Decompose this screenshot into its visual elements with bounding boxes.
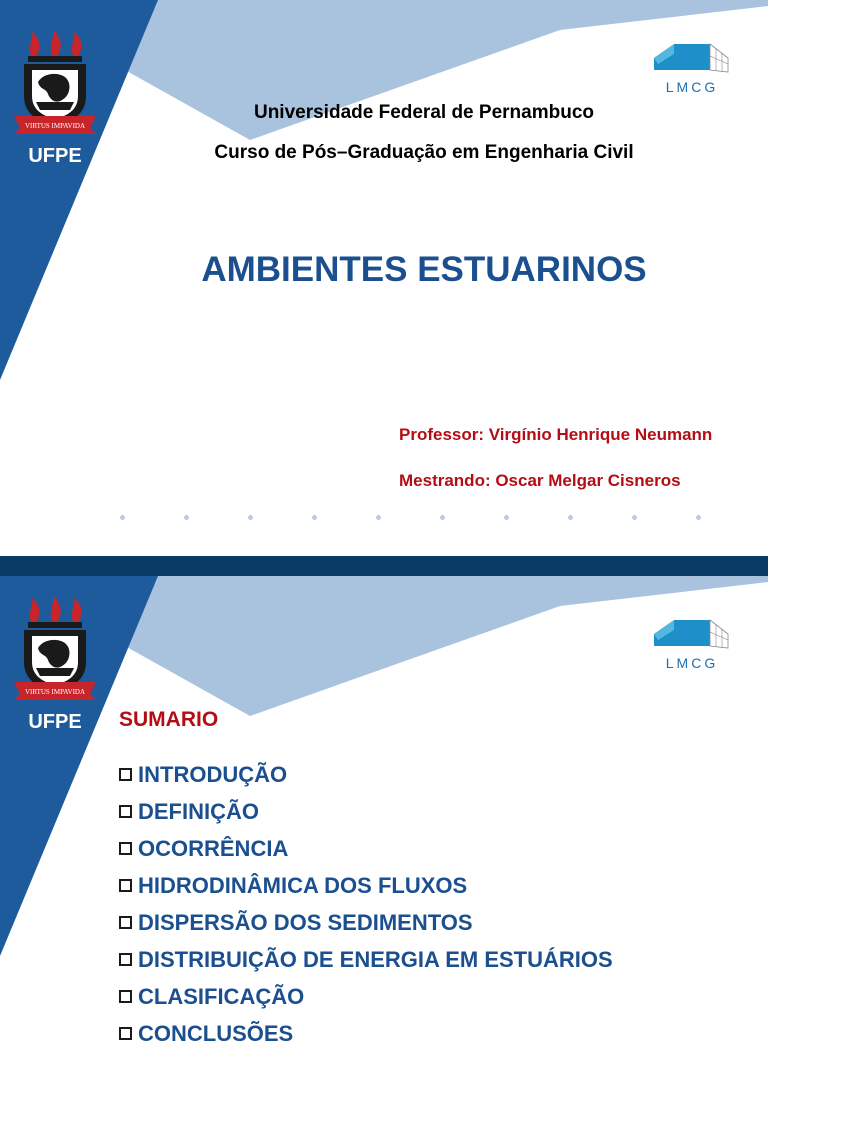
professor-credit: Professor: Virgínio Henrique Neumann	[399, 425, 713, 444]
list-item	[119, 1015, 613, 1052]
dot	[504, 515, 509, 520]
list-item-label: DISTRIBUIÇÃO DE ENERGIA EM ESTUÁRIOS	[138, 946, 613, 972]
lmcg-logo	[648, 40, 732, 98]
checkbox-bullet-icon	[119, 990, 132, 1003]
dot	[376, 515, 381, 520]
lmcg-text: LMCG	[665, 79, 719, 95]
list-item-label: CLASIFICAÇÃO	[138, 983, 305, 1009]
list-item	[119, 941, 613, 978]
dot	[248, 515, 253, 520]
list-item	[119, 867, 613, 904]
ufpe-acronym: UFPE	[28, 711, 82, 733]
checkbox-bullet-icon	[119, 842, 132, 855]
list-item	[119, 978, 613, 1015]
university-name: Universidade Federal de Pernambuco	[253, 102, 594, 123]
ufpe-logo	[10, 592, 100, 736]
list-item-label: OCORRÊNCIA	[138, 835, 289, 861]
dot	[568, 515, 573, 520]
dot	[120, 515, 125, 520]
list-item	[119, 756, 613, 793]
lmcg-text: LMCG	[665, 655, 719, 671]
list-item	[119, 793, 613, 830]
ufpe-motto: VIRTUS IMPAVIDA	[24, 122, 86, 130]
summary-heading: SUMARIO	[119, 708, 219, 731]
checkbox-bullet-icon	[119, 879, 132, 892]
list-item	[119, 830, 613, 867]
list-item-label: HIDRODINÂMICA DOS FLUXOS	[138, 872, 468, 898]
presentation-title: AMBIENTES ESTUARINOS	[201, 250, 647, 289]
summary-list	[119, 756, 613, 1052]
title-slide	[0, 0, 768, 556]
ufpe-motto: VIRTUS IMPAVIDA	[24, 688, 86, 696]
list-item	[119, 904, 613, 941]
decorative-dots	[112, 515, 712, 525]
list-item-label: DEFINIÇÃO	[138, 798, 259, 824]
list-item-label: DISPERSÃO DOS SEDIMENTOS	[138, 909, 473, 935]
student-credit: Mestrando: Oscar Melgar Cisneros	[399, 471, 681, 490]
dot	[184, 515, 189, 520]
list-item-label: INTRODUÇÃO	[138, 761, 288, 787]
dot	[632, 515, 637, 520]
list-item-label: CONCLUSÕES	[138, 1020, 294, 1046]
dot	[696, 515, 701, 520]
checkbox-bullet-icon	[119, 805, 132, 818]
checkbox-bullet-icon	[119, 1027, 132, 1040]
checkbox-bullet-icon	[119, 953, 132, 966]
ufpe-acronym: UFPE	[28, 145, 82, 167]
slide-divider	[0, 556, 768, 576]
lmcg-logo	[648, 616, 732, 674]
checkbox-bullet-icon	[119, 916, 132, 929]
checkbox-bullet-icon	[119, 768, 132, 781]
dot	[312, 515, 317, 520]
course-name: Curso de Pós–Graduação em Engenharia Civil	[214, 142, 634, 163]
dot	[440, 515, 445, 520]
summary-slide	[0, 576, 768, 1046]
